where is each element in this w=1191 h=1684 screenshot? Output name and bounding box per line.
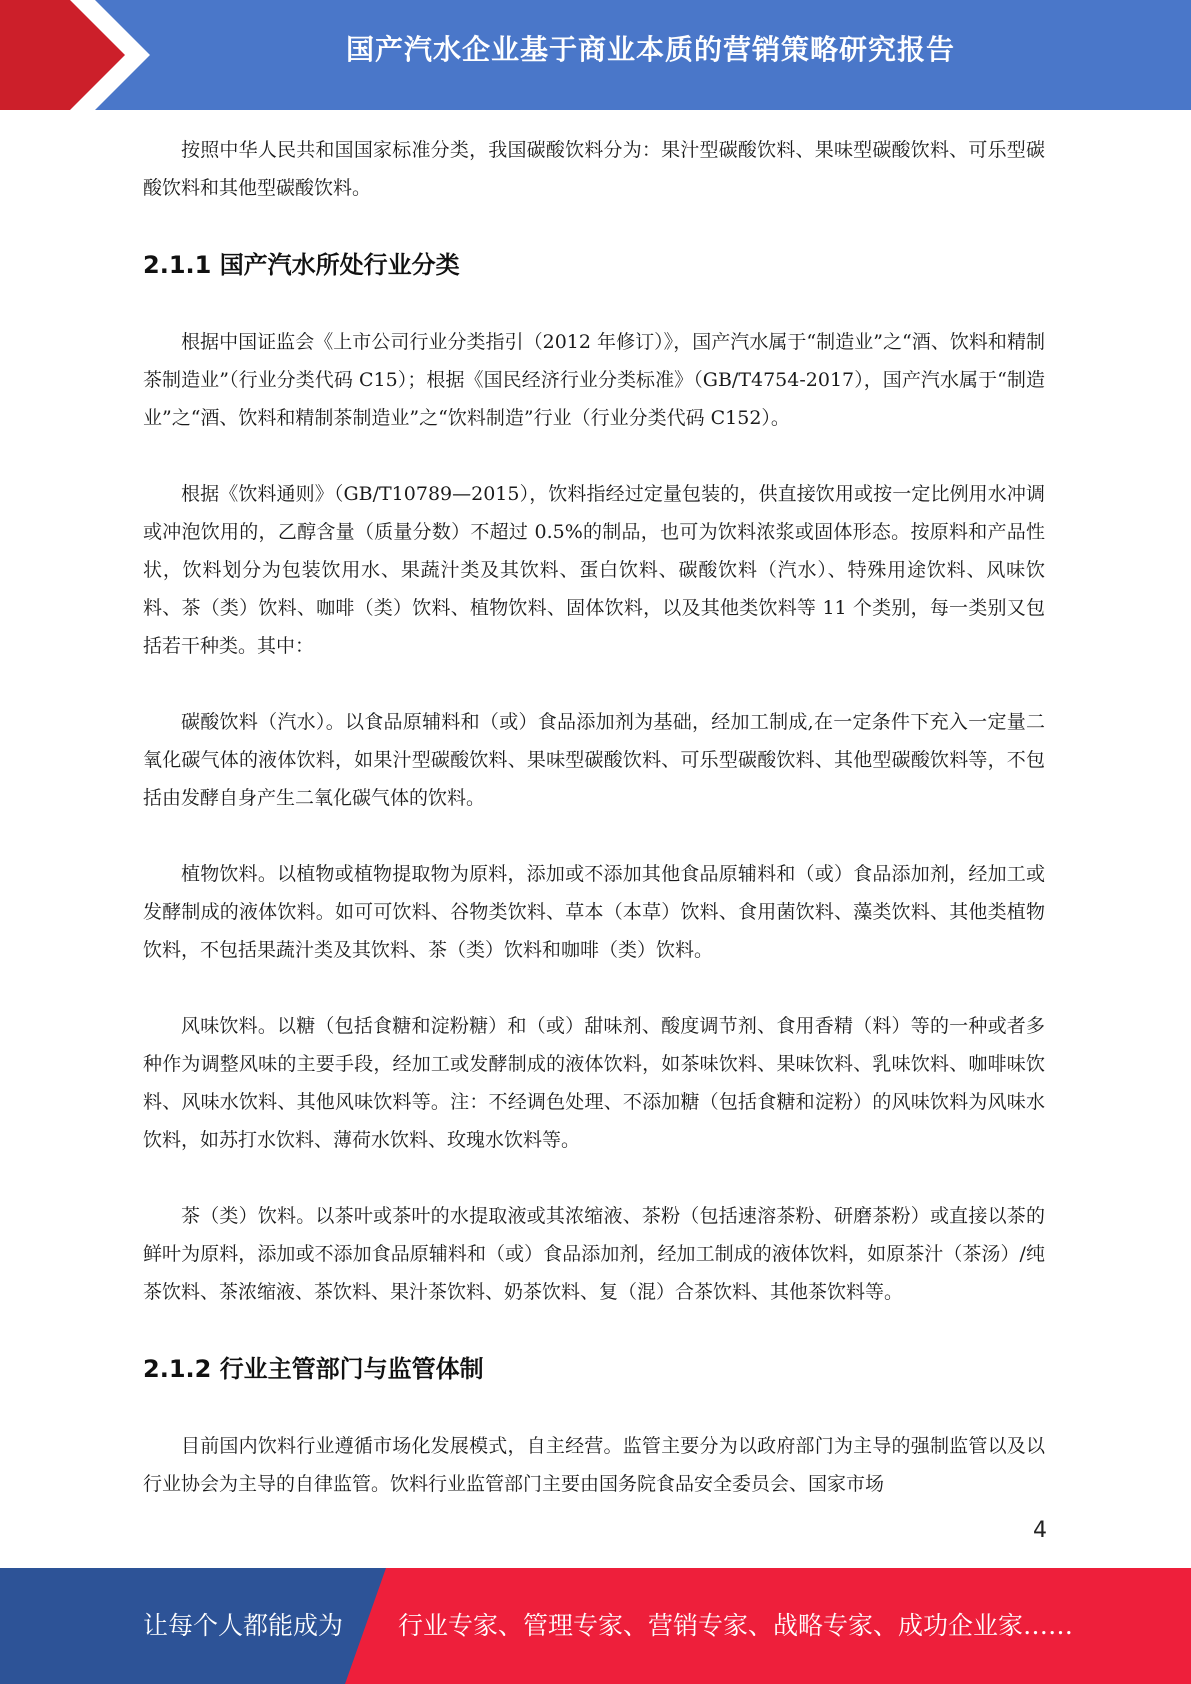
page-footer	[0, 1568, 1191, 1684]
document-body	[143, 131, 1045, 1541]
paragraph: 按照中华人民共和国国家标准分类，我国碳酸饮料分为：果汁型碳酸饮料、果味型碳酸饮料、可乐型碳酸饮料和其他型碳酸饮料。	[143, 139, 1045, 199]
chevron-arrow-icon	[0, 0, 160, 110]
report-title: 国产汽水企业基于商业本质的营销策略研究报告	[345, 33, 955, 66]
section-heading: 2.1.1 国产汽水所处行业分类	[143, 251, 460, 279]
paragraph: 目前国内饮料行业遵循市场化发展模式，自主经营。监管主要分为以政府部门为主导的强制监管以及以行业协会为主导的自律监管。饮料行业监管部门主要由国务院食品安全委员会、国家市场	[143, 1435, 1045, 1495]
paragraph: 根据中国证监会《上市公司行业分类指引（2012 年修订）》，国产汽水属于“制造业”之“酒、饮料和精制茶制造业”（行业分类代码 C15）；根据《国民经济行业分类标准》（GB/T4754-2017），国产汽水属于“制造业”之“酒、饮料和精制茶制造业”之“饮料制造”行业（行业分类代码 C152）。	[143, 331, 1045, 429]
paragraph: 风味饮料。以糖（包括食糖和淀粉糖）和（或）甜味剂、酸度调节剂、食用香精（料）等的一种或者多种作为调整风味的主要手段，经加工或发酵制成的液体饮料，如茶味饮料、果味饮料、乳味饮料、咖啡味饮料、风味水饮料、其他风味饮料等。注：不经调色处理、不添加糖（包括食糖和淀粉）的风味饮料为风味水饮料，如苏打水饮料、薄荷水饮料、玫瑰水饮料等。	[143, 1015, 1045, 1151]
section-heading: 2.1.2 行业主管部门与监管体制	[143, 1355, 484, 1383]
page-number: 4	[1033, 1518, 1047, 1543]
paragraph: 碳酸饮料（汽水）。以食品原辅料和（或）食品添加剂为基础，经加工制成,在一定条件下充入一定量二氧化碳气体的液体饮料，如果汁型碳酸饮料、果味型碳酸饮料、可乐型碳酸饮料、其他型碳酸饮料等，不包括由发酵自身产生二氧化碳气体的饮料。	[143, 711, 1045, 809]
footer-slogan-left: 让每个人都能成为	[143, 1611, 344, 1640]
paragraph: 茶（类）饮料。以茶叶或茶叶的水提取液或其浓缩液、茶粉（包括速溶茶粉、研磨茶粉）或直接以茶的鲜叶为原料，添加或不添加食品原辅料和（或）食品添加剂，经加工制成的液体饮料，如原茶汁（茶汤）/纯茶饮料、茶浓缩液、茶饮料、果汁茶饮料、奶茶饮料、复（混）合茶饮料、其他茶饮料等。	[143, 1205, 1045, 1303]
paragraph: 植物饮料。以植物或植物提取物为原料，添加或不添加其他食品原辅料和（或）食品添加剂，经加工或发酵制成的液体饮料。如可可饮料、谷物类饮料、草本（本草）饮料、食用菌饮料、藻类饮料、其他类植物饮料，不包括果蔬汁类及其饮料、茶（类）饮料和咖啡（类）饮料。	[143, 863, 1045, 961]
paragraph: 根据《饮料通则》（GB/T10789—2015），饮料指经过定量包装的，供直接饮用或按一定比例用水冲调或冲泡饮用的，乙醇含量（质量分数）不超过 0.5%的制品，也可为饮料浓浆或固体形态。按原料和产品性状，饮料划分为包装饮用水、果蔬汁类及其饮料、蛋白饮料、碳酸饮料（汽水）、特殊用途饮料、风味饮料、茶（类）饮料、咖啡（类）饮料、植物饮料、固体饮料，以及其他类饮料等 11 个类别，每一类别又包括若干种类。其中：	[143, 483, 1045, 657]
page-header	[0, 0, 1191, 110]
footer-slogan-right: 行业专家、管理专家、营销专家、战略专家、成功企业家……	[398, 1611, 1074, 1640]
